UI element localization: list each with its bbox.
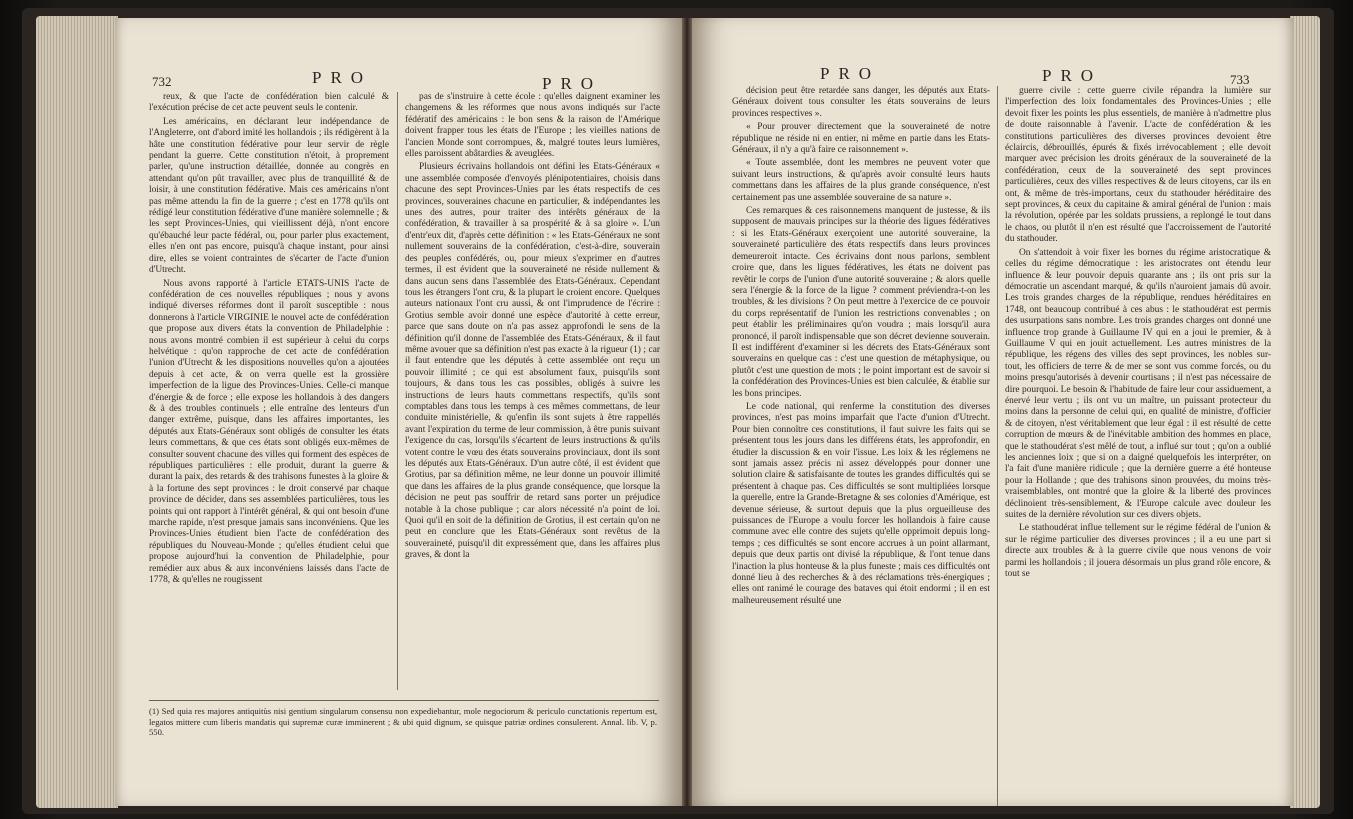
paragraph: Le stathoudérat influe tellement sur le régime fédéral de l'union & sur le régime particulier des diverses provinces ; il a eu une part si directe aux troubles & à la guerre civile que nous venons de voir parmi les hollandois ; il jouera désormais un plus grand rôle encore, & tout se — [1005, 523, 1271, 580]
footnote: (1) Sed quia res majores antiquitùs nisi gentium singularum consensu non expediebantur, mole negociorum & periculo cunctationis repertum est, legatos mittere cum liberis mandatis qui supremæ curæ imminerent ; & ubi quid dignum, se quisque patriæ ordines consulerent. Annal. lib. V, p. 550. — [149, 706, 657, 738]
right-column-divider — [997, 86, 998, 806]
left-page-column-1 — [149, 92, 389, 692]
paragraph: On s'attendoit à voir fixer les bornes du régime aristocratique & celles du régime démocratique : les aristocrates ont étendu leur influence & leur pouvoir depuis quarante ans ; ils ont pris sur la démocratie un ascendant marqué, & qu'ils n'auroient jamais dû avoir. Les trois grandes charges de la république, rendues héréditaires en 1748, ont beaucoup contribué à ces abus : le stathoudérat est permis des usurpations sans nombre. Les trois grandes charges ont donné une influence trop grande à Guillaume IV qui en a joui le premier, & à Guillaume V qui en jouit actuellement. Les autres ministres de la république, les régens des villes des sept provinces, les nobles sur-tout, les officiers de terre & de mer se sont vus comme forcés, ou du moins presqu'autorisés à devenir courtisans ; il n'est pas nécessaire de dire pourquoi. Le besoin & l'habitude de faire leur cour assiduement, a énervé leur vertu ; ils ont vu un maître, un puissant protecteur du moins dans la personne de celui qui, en qualité de ministre, d'officier & de citoyen, n'est véritablement que leur égal : il est résulté de cette corruption de mœurs & de l'inévitable ambition des hommes en place, que le stathoudérat s'est mêlé de tout, a influé sur tout ; qu'on a oublié les anciennes loix ; que si on a daigné quelquefois les interpréter, on l'a fait d'une manière ridicule ; que la dernière guerre a été honteuse pour la Hollande ; que des trahisons sinon prouvées, du moins très-vraisemblables, ont montré que la gloire & la liberté des provinces déclinoient très-sensiblement, & l'Europe calcule avec douleur les suites de la dernière révolution sur ces divers objets. — [1005, 247, 1271, 521]
left-column-divider — [397, 92, 398, 690]
right-running-head: PRO — [1042, 66, 1103, 85]
right-page-column-1 — [732, 86, 990, 806]
paragraph: Ces remarques & ces raisonnemens manquent de justesse, & ils supposent de mauvais principes sur la théorie des ligues fédératives : si les Etats-Généraux exerçoient une autorité souveraine, la souveraineté particulière des états respectifs dans leurs provinces demeureroit intacte. Ces écrivains dont nous parlons, semblent croire que, dans les ligues fédératives, les états ne doivent pas revêtir le corps de l'union d'une autorité souveraine ; & alors quelle sera l'énergie & la force de la ligue ? comment préviendra-t-on les troubles, & les divisions ? On peut mettre à l'exercice de ce pouvoir du corps représentatif de l'union les restrictions convenables ; on peut établir les préliminaires qu'on voudra ; mais lorsqu'il aura prononcé, il paroît indispensable que son décret devienne souverain. Il est indifférent d'examiner si les décrets des Etats-Généraux sont souverains en quelque cas : c'est une question de métaphysique, ou plutôt c'est une question de mots ; le point important est de savoir si la confédération des Provinces-Unies est bien calculée, & établie sur les bons principes. — [732, 206, 990, 399]
paragraph: Le code national, qui renferme la constitution des diverses provinces, n'est pas moins imparfait que l'acte d'union d'Utrecht. Pour bien connoître ces constitutions, il faut suivre les faits qui se présentent tous les jours dans les différens états, les approfondir, en étudier la discussion & en voir l'issue. Les loix & les réglemens ne sont jamais assez précis ni assez développés pour donner une solution claire & satisfaisante de toutes les grandes difficultés qui se présentent à chaque pas. Ces difficultés se sont multipliées lorsque la querelle, entre la Grande-Bretagne & ses colonies d'Amérique, est devenue sérieuse, & surtout depuis que la plus orgueilleuse des puissances de l'Europe a voulu forcer les hollandois à faire cause commune avec elle contre des sujets qu'elle opprimoit depuis long-temps ; ces difficultés se sont encore accrues à un point allarmant, depuis que deux partis ont divisé la république, & l'ont tenue dans l'inaction la plus honteuse & la plus funeste ; mais ces difficultés ont donné lieu à des recherches & à des réclamations très-énergiques ; elles ont ranimé le courage des bataves qui étoit endormi ; il en est malheureusement résulté une — [732, 401, 990, 606]
left-page-edges — [36, 16, 118, 808]
paragraph: « Toute assemblée, dont les membres ne peuvent voter que suivant leurs instructions, & qu'après avoir consulté leurs hauts commettans dans les affaires de la plus grande conséquence, n'est certainement pas une assemblée souveraine de sa nature ». — [732, 158, 990, 203]
paragraph: Nous avons rapporté à l'article ETATS-UNIS l'acte de confédération de ces nouvelles républiques ; nous y avons indiqué diverses réformes dont il paroît susceptible : nous donnerons à l'article VIRGINIE le nouvel acte de confédération que propose aux divers états la convention de Philadelphie : nous avons montré combien il est supérieur à celui du corps helvétique : qu'on rapproche de cet acte de confédération l'union d'Utrecht & les dispositions nouvelles qu'on a ajoutées depuis à cet acte, & on verra quelle est la grossière imperfection de la ligue des Provinces-Unies. Celle-ci manque d'énergie & de force ; elle expose les hollandois à des dangers & à des troubles continuels ; elle entraîne des lenteurs d'un danger extrême, puisque, dans les affaires importantes, les députés aux Etats-Généraux sont obligés de consulter les états leurs commettans, & que ces états sont obligés eux-mêmes de consulter souvent chacune des villes qui forment des espèces de républiques particulières : elle produit, durant la guerre & durant la paix, des retards & des trahisons funestes à la gloire & à la fortune des sept provinces : le droit conservé par chaque province de décider, dans ses assemblées particulières, tous les points qui ont rapport à l'intérêt général, & qui ont besoin d'une marche rapide, n'est presque jamais sans inconvéniens. Que les Provinces-Unies étudient bien l'acte de confédération des républiques du Nouveau-Monde ; qu'elles étudient celui que propose aujourd'hui la convention de Philadelphie, pour remédier aux abus & aux inconvéniens laissés dans l'acte de 1778, & qu'elles ne rougissent — [149, 278, 389, 586]
left-page-column-2 — [405, 92, 660, 692]
footnote-rule — [149, 700, 659, 701]
right-page-edges — [1290, 16, 1320, 808]
paragraph: Plusieurs écrivains hollandois ont défini les Etats-Généraux « une assemblée composée d'envoyés plénipotentiaires, choisis dans chacune des sept Provinces-Unies par les états respectifs de ces provinces, souveraines chacune en particulier, & indépendantes les unes des autres, pour traiter des intérêts généraux de la confédération, & travailler à sa prospérité & à sa gloire ». L'un d'entr'eux dit, d'après cette définition : « les Etats-Généraux ne sont nullement souverains de la confédération, c'est-à-dire, souverain des peuples confédérés, ou, pour mieux s'exprimer en d'autres termes, il est évident que la souveraineté ne réside nullement & dans aucun sens dans l'assemblée des Etats-Généraux. Cependant tous les étrangers l'ont cru, & la plupart le croient encore. Quelques auteurs nationaux l'ont cru aussi, & ont l'imprudence de l'écrire : Grotius semble avoir donné une espèce d'autorité à cette erreur, parce que sans doute on n'a pas assez approfondi le sens de la définition qu'il donne de l'assemblée des Etats-Généraux, & il faut même avouer que sa définition n'est pas exacte à la rigueur (1) ; car il faut entendre que les députés à cette assemblée ont reçu un pouvoir illimité ; ce qui est absolument faux, puisqu'ils sont toujours, & dans tous les cas possibles, obligés à suivre les instructions de leurs hauts commettans respectifs, qu'ils sont comptables dans tous les temps à ces mêmes commettans, de leur conduite ministérielle, & qu'enfin ils sont sujets à être rappellés avant l'expiration du terme de leur commission, à être punis suivant l'exigence du cas, lorsqu'ils s'écartent de leurs instructions & qu'ils votent contre le vœu des états souverains provinciaux, dont ils sont les députés aux Etats-Généraux. D'un autre côté, il est évident que Grotius, par sa définition même, ne leur donne un pouvoir illimité que dans les affaires de la plus grande conséquence, que lorsque la décision ne peut pas souffrir de retard sans porter un préjudice notable à la chose publique ; car alors nécessité n'a point de loi. Quoi qu'il en soit de la définition de Grotius, il est certain qu'on ne peut en conclure que les Etats-Généraux sont revêtus de la souveraineté, puisqu'il dit expressément que, dans les affaires plus graves, & dont la — [405, 162, 660, 561]
paragraph: « Pour prouver directement que la souveraineté de notre république ne réside ni en entier, ni même en partie dans les Etats-Généraux, il n'y a qu'à faire ce raisonnement ». — [732, 122, 990, 156]
paragraph: reux, & que l'acte de confédération bien calculé & l'exécution précise de cet acte peuvent seuls le contenir. — [149, 92, 389, 114]
paragraph: Les américains, en déclarant leur indépendance de l'Angleterre, ont d'abord imité les hollandois ; ils rédigèrent à la hâte une constitution fédérative pour leur servir de règle pendant la guerre. Cette constitution n'étoit, à proprement parler, qu'une instruction détaillée, donnée au congrès en attendant qu'on pût travailler, avec plus de tranquillité & de loisir, à une constitution fédérative. Mais ces américains n'ont pas même attendu la fin de la guerre ; c'est en 1778 qu'ils ont rédigé leur constitution fédérative d'une manière solemnelle ; & les sept Provinces-Unies, qui vieillissent déjà, n'ont encore qu'ébauché leur pacte fédéral, ou, pour parler plus exactement, elles n'en ont pas encore, puisqu'à chaque instant, pour ainsi dire, elles se voient contraintes de s'écarter de l'acte d'union d'Utrecht. — [149, 116, 389, 276]
left-column-head: PRO — [542, 74, 603, 93]
left-page-number: 732 — [152, 74, 172, 89]
paragraph: décision peut être retardée sans danger, les députés aux Etats-Généraux doivent tous consulter les états souverains de leurs provinces respectives ». — [732, 86, 990, 119]
right-column-head: PRO — [820, 64, 881, 83]
right-page-number: 733 — [1230, 72, 1250, 87]
left-running-head: PRO — [312, 68, 373, 87]
paragraph: guerre civile : cette guerre civile répandra la lumière sur l'imperfection des loix fondamentales des Provinces-Unies ; elle devoit fixer les points les plus essentiels, de manière à n'admettre plus de doute raisonnable à l'avenir. L'acte de confédération & les constitutions particulières des diverses provinces devoient être éclaircis, débrouillés, épurés & fixés irrévocablement ; elle devoit marquer avec précision les droits généraux de la souveraineté de la confédération, ceux de la souveraineté des sept provinces particulières, ceux des villes respectives & de leurs citoyens, car ils en ont, & même de très-importans, ceux du stathouder héréditaire des sept provinces, & ceux du capitaine & amiral général de l'union : mais la révolution, opérée par les soldats prussiens, a replongé le tout dans le chaos, ou plutôt il n'en est résulté que l'accroissement de l'autorité du stathouder. — [1005, 86, 1271, 245]
book-gutter — [682, 18, 692, 806]
paragraph: pas de s'instruire à cette école : qu'elles daignent examiner les changemens & les réformes que nous avons indiqués sur l'acte fédératif des américains : le bon sens & la raison de l'Amérique doivent frapper tous les états de l'Europe ; les vieilles nations de l'ancien Monde sont corrompues, &, malgré toutes leurs lumières, elles paroissent abâtardies & aveuglées. — [405, 92, 660, 160]
right-page-column-2 — [1005, 86, 1271, 806]
